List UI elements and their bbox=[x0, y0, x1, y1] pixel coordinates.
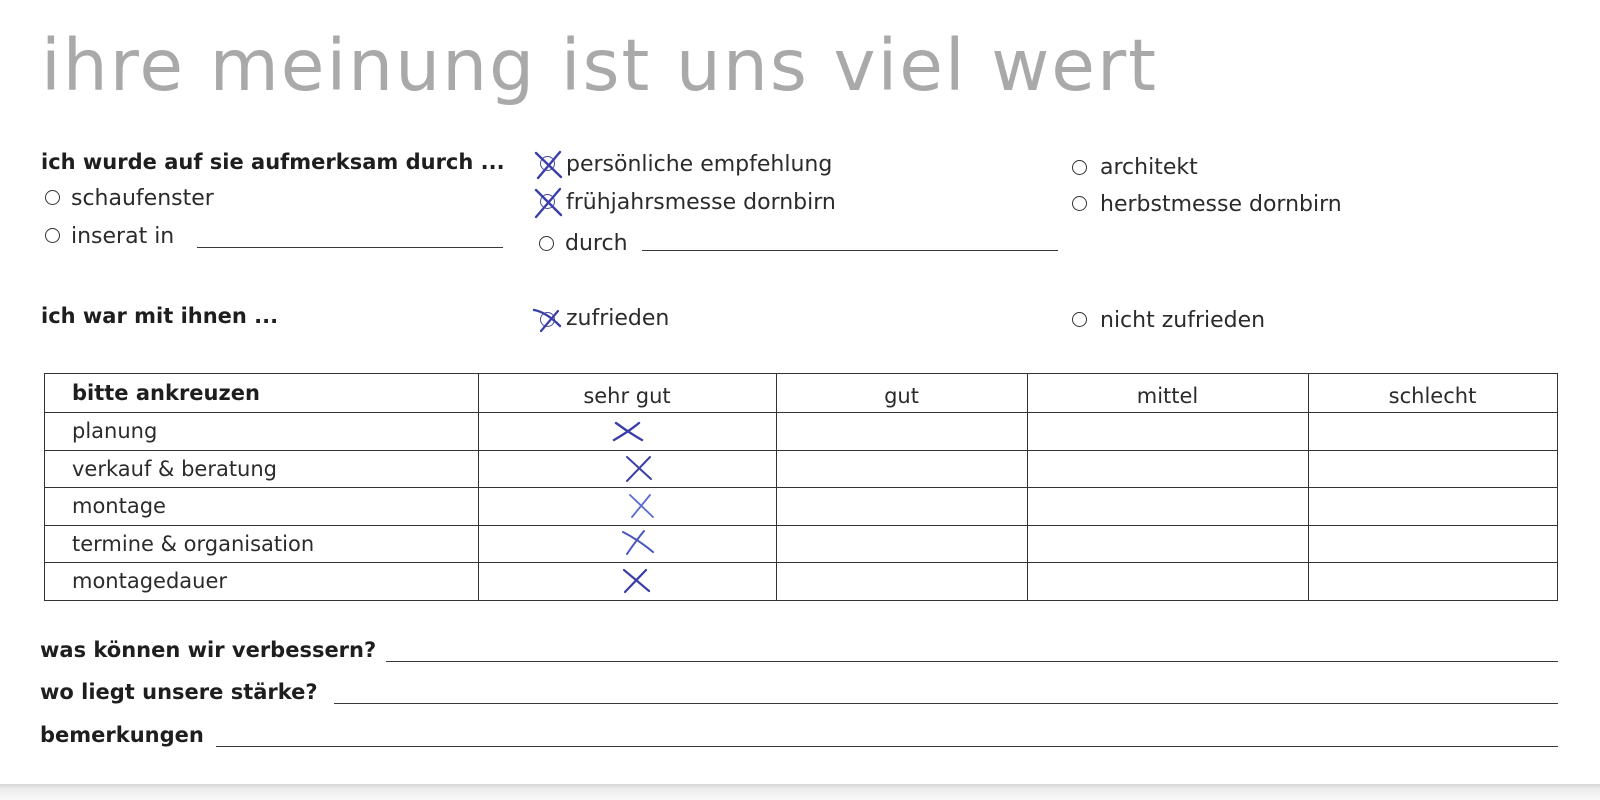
checkbox-durch[interactable] bbox=[539, 236, 554, 251]
table-header-label: bitte ankreuzen bbox=[72, 381, 260, 405]
question-label-staerke: wo liegt unsere stärke? bbox=[40, 680, 318, 704]
checkbox-inserat[interactable] bbox=[45, 228, 60, 243]
column-header-sehr-gut: sehr gut bbox=[583, 384, 671, 408]
column-header-gut: gut bbox=[884, 384, 919, 408]
inserat-fill-line[interactable] bbox=[197, 247, 503, 248]
card-bottom-edge bbox=[0, 784, 1600, 800]
check-x-icon bbox=[532, 148, 566, 182]
option-label-durch: durch bbox=[565, 231, 628, 256]
checkbox-empfehlung[interactable] bbox=[540, 156, 555, 171]
checkbox-fruehjahrsmesse[interactable] bbox=[540, 194, 555, 209]
satisfaction-question-label: ich war mit ihnen ... bbox=[41, 304, 279, 328]
answer-line-verbessern[interactable] bbox=[386, 661, 1558, 662]
checkbox-zufrieden[interactable] bbox=[540, 312, 555, 327]
option-label-zufrieden: zufrieden bbox=[566, 306, 670, 331]
answer-line-staerke[interactable] bbox=[334, 703, 1558, 704]
option-label-nicht-zufrieden: nicht zufrieden bbox=[1100, 308, 1266, 333]
row-label-termine: termine & organisation bbox=[72, 532, 315, 556]
table-divider bbox=[45, 525, 1557, 526]
option-label-schaufenster: schaufenster bbox=[71, 186, 214, 211]
option-label-fruehjahrsmesse: frühjahrsmesse dornbirn bbox=[566, 190, 836, 215]
option-label-empfehlung: persönliche empfehlung bbox=[566, 152, 833, 177]
cross-mark-verkauf[interactable] bbox=[621, 453, 657, 485]
row-label-montage: montage bbox=[72, 494, 166, 518]
checkbox-herbstmesse[interactable] bbox=[1072, 196, 1087, 211]
option-label-architekt: architekt bbox=[1100, 155, 1198, 180]
cross-mark-planung[interactable] bbox=[610, 418, 646, 446]
question-label-verbessern: was können wir verbessern? bbox=[40, 638, 377, 662]
row-label-verkauf: verkauf & beratung bbox=[72, 457, 278, 481]
checkbox-nicht-zufrieden[interactable] bbox=[1072, 312, 1087, 327]
source-question-label: ich wurde auf sie aufmerksam durch ... bbox=[41, 150, 505, 174]
table-divider bbox=[45, 487, 1557, 488]
cross-mark-montagedauer[interactable] bbox=[619, 565, 655, 597]
option-label-herbstmesse: herbstmesse dornbirn bbox=[1100, 192, 1342, 217]
row-label-montagedauer: montagedauer bbox=[72, 569, 228, 593]
table-divider bbox=[45, 412, 1557, 413]
rating-table bbox=[44, 373, 1558, 601]
table-divider bbox=[45, 562, 1557, 563]
check-x-icon bbox=[532, 186, 566, 220]
option-label-inserat: inserat in bbox=[71, 224, 175, 249]
row-label-planung: planung bbox=[72, 419, 158, 443]
cross-mark-termine[interactable] bbox=[619, 527, 657, 559]
column-header-schlecht: schlecht bbox=[1388, 384, 1477, 408]
cross-mark-montage[interactable] bbox=[625, 491, 657, 521]
durch-fill-line[interactable] bbox=[642, 250, 1058, 251]
answer-line-bemerkungen[interactable] bbox=[216, 746, 1558, 747]
question-label-bemerkungen: bemerkungen bbox=[40, 723, 204, 747]
check-x-icon bbox=[532, 304, 566, 338]
checkbox-architekt[interactable] bbox=[1072, 160, 1087, 175]
form-title: ihre meinung ist uns viel wert bbox=[41, 24, 1158, 107]
column-header-mittel: mittel bbox=[1136, 384, 1199, 408]
checkbox-schaufenster[interactable] bbox=[45, 190, 60, 205]
table-divider bbox=[45, 450, 1557, 451]
